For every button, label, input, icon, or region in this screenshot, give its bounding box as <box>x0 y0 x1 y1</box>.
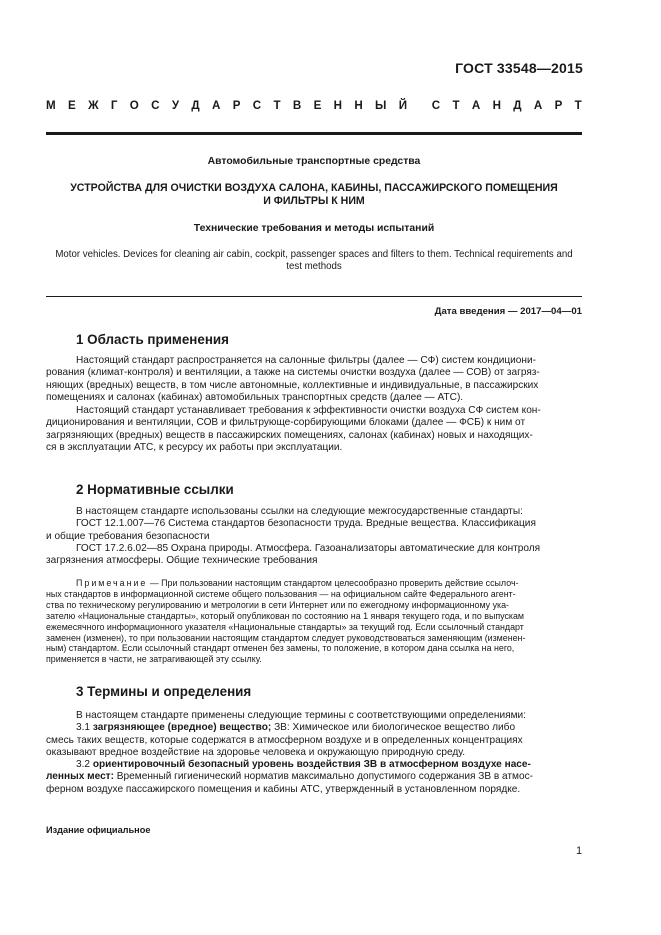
term-3-1-first-line <box>46 722 582 734</box>
banner-letter: С <box>431 99 441 112</box>
text-line: загрязняющих (вредных) веществ в пассажирских помещениях, салонах (кабинах) новых и находящих- <box>46 429 533 441</box>
section-2-references <box>46 506 582 567</box>
banner-letter: Н <box>354 99 363 112</box>
title-rule <box>46 296 582 297</box>
section-1-paragraph-2 <box>46 405 582 454</box>
banner-letter: А <box>471 99 481 112</box>
text-line: оказывают вредное воздействие на здоровье человека и окружающую природную среду. <box>46 746 466 758</box>
note-line: применяется в части, не затрагивающей эту ссылку. <box>46 654 262 665</box>
banner-letter: Р <box>554 99 563 112</box>
banner-letter: Д <box>513 99 522 112</box>
banner-letter: О <box>129 99 139 112</box>
section-1-title: 1 Область применения <box>76 332 229 347</box>
banner-letter: В <box>292 99 302 112</box>
banner-letter: Н <box>492 99 501 112</box>
text-line: и общие требования безопасности <box>46 530 210 542</box>
english-title-line: Motor vehicles. Devices for cleaning air cabin, cockpit, passenger spaces and filters to them. Technical requirements and <box>55 249 573 260</box>
term-3-2-first-line <box>46 759 582 771</box>
main-title-line: УСТРОЙСТВА ДЛЯ ОЧИСТКИ ВОЗДУХА САЛОНА, КАБИНЫ, ПАССАЖИРСКОГО ПОМЕЩЕНИЯ <box>70 182 558 194</box>
text-line: рования (климат-контроля) и вентиляции, а также на системы очистки воздуха (далее — СОВ) от загряз- <box>46 367 540 379</box>
banner-letter: Р <box>232 99 241 112</box>
english-title <box>46 249 582 273</box>
text-line: ся в эксплуатации АТС, к ресурсу их работы при эксплуатации. <box>46 441 343 453</box>
banner-letter: Ж <box>88 99 99 112</box>
banner-letter: С <box>151 99 160 112</box>
banner-letter: Т <box>452 99 460 112</box>
note-line: ежемесячного информационного указателя «Национальные стандарты» за текущий год. Если ссылочный стандарт <box>46 621 524 632</box>
main-title <box>46 182 582 208</box>
text-line: загрязнения атмосферы. Общие технические требования <box>46 555 318 567</box>
banner-letter: Г <box>110 99 118 112</box>
banner-letter: Е <box>313 99 322 112</box>
banner-letter: У <box>171 99 180 112</box>
text-line: Настоящий стандарт устанавливает требования к эффективности очистки воздуха СФ систем кон- <box>76 405 541 416</box>
term-number: 3.1 <box>76 722 93 734</box>
term-name: ориентировочный безопасный уровень воздействия ЗВ в атмосферном воздухе насе- <box>92 759 531 771</box>
note-line: заменен (изменен), то при пользовании настоящим стандартом следует руководствоваться заменяющим (изменен- <box>46 632 526 643</box>
banner-letter: Е <box>68 99 76 112</box>
subtitle: Технические требования и методы испытаний <box>193 223 435 234</box>
term-name: загрязняющее (вредное) вещество; <box>92 722 272 734</box>
reference-gost-12-1-007: ГОСТ 12.1.007—76 Система стандартов безопасности труда. Вредные вещества. Классификация <box>76 518 536 530</box>
note-first-line <box>46 578 582 589</box>
section-3-title: 3 Термины и определения <box>76 684 252 699</box>
banner-letter: Й <box>398 99 408 112</box>
official-edition-label: Издание официальное <box>46 825 151 835</box>
english-title-line: test methods <box>286 261 342 272</box>
banner-letter: Д <box>191 99 200 112</box>
banner-letter: М <box>46 99 56 112</box>
text-line: няющих (вредных) веществ, в том числе автономные, коллективные и индивидуальные, в пассажирских <box>46 379 539 391</box>
main-title-line: И ФИЛЬТРЫ К НИМ <box>263 195 365 207</box>
category-title: Автомобильные транспортные средства <box>207 156 421 167</box>
text-line: В настоящем стандарте применены следующие термины с соответствующими определениями: <box>76 710 526 721</box>
text-line: В настоящем стандарте использованы ссылки на следующие межгосударственные стандарты: <box>76 506 523 517</box>
text-line: диционирования и вентиляции, СОВ и фильтрующе-сорбирующими блоками (далее — ФСБ) к ним от <box>46 417 526 429</box>
section-2-note <box>46 578 582 665</box>
page-number: 1 <box>576 845 582 857</box>
text-line: Настоящий стандарт распространяется на салонные фильтры (далее — СФ) систем кондициони- <box>76 355 536 366</box>
header-rule <box>46 132 582 135</box>
text-line: помещениях и салонах (кабинах) автомобильных транспортных средств (далее — АТС). <box>46 391 464 403</box>
banner-letter: Н <box>333 99 343 112</box>
note-line: ных стандартов в информационной системе общего пользования — на официальном сайте Федерального агент- <box>46 588 516 599</box>
banner-letter: Т <box>574 99 582 112</box>
introduction-date: Дата введения — 2017—04—01 <box>434 306 582 317</box>
banner-letter: А <box>211 99 221 112</box>
banner-letter: Т <box>273 99 281 112</box>
standard-number: ГОСТ 33548—2015 <box>455 60 583 76</box>
section-3-terms <box>46 710 582 796</box>
banner-letter: Ы <box>375 99 387 112</box>
banner-letter: А <box>533 99 543 112</box>
text-line: смесь таких веществ, которые содержатся в атмосферном воздухе и в определенных концентрациях <box>46 734 523 746</box>
term-definition: Временный гигиенический норматив максимально допустимого содержания ЗВ в атмос- <box>114 771 534 783</box>
term-definition: ЗВ: Химическое или биологическое вещество либо <box>271 722 516 734</box>
term-3-2-second-line <box>46 771 582 783</box>
banner-letter: С <box>252 99 262 112</box>
reference-gost-17-2-6-02: ГОСТ 17.2.6.02—85 Охрана природы. Атмосфера. Газоанализаторы автоматические для контроля <box>76 542 541 554</box>
note-line: зателю «Национальные стандарты», который опубликован по состоянию на 1 января текущего года, и по выпускам <box>46 610 525 621</box>
section-2-title: 2 Нормативные ссылки <box>76 482 234 497</box>
note-line: ства по техническому регулированию и метрологии в сети Интернет или по ежегодному информационному ука- <box>46 599 509 610</box>
note-text: — При пользовании настоящим стандартом целесообразно проверить действие ссылоч- <box>147 578 519 588</box>
interstate-standard-banner <box>46 99 582 112</box>
term-name: ленных мест: <box>46 771 114 783</box>
section-1-paragraph-1 <box>46 355 582 404</box>
note-label: Примечание <box>76 578 148 588</box>
note-line: ным) стандартом. Если ссылочный стандарт отменен без замены, то положение, в котором дана ссылка на него, <box>46 643 515 654</box>
text-line: ферном воздухе пассажирского помещения и кабины АТС, утвержденный в установленном порядке. <box>46 783 521 795</box>
term-number: 3.2 <box>76 759 93 771</box>
